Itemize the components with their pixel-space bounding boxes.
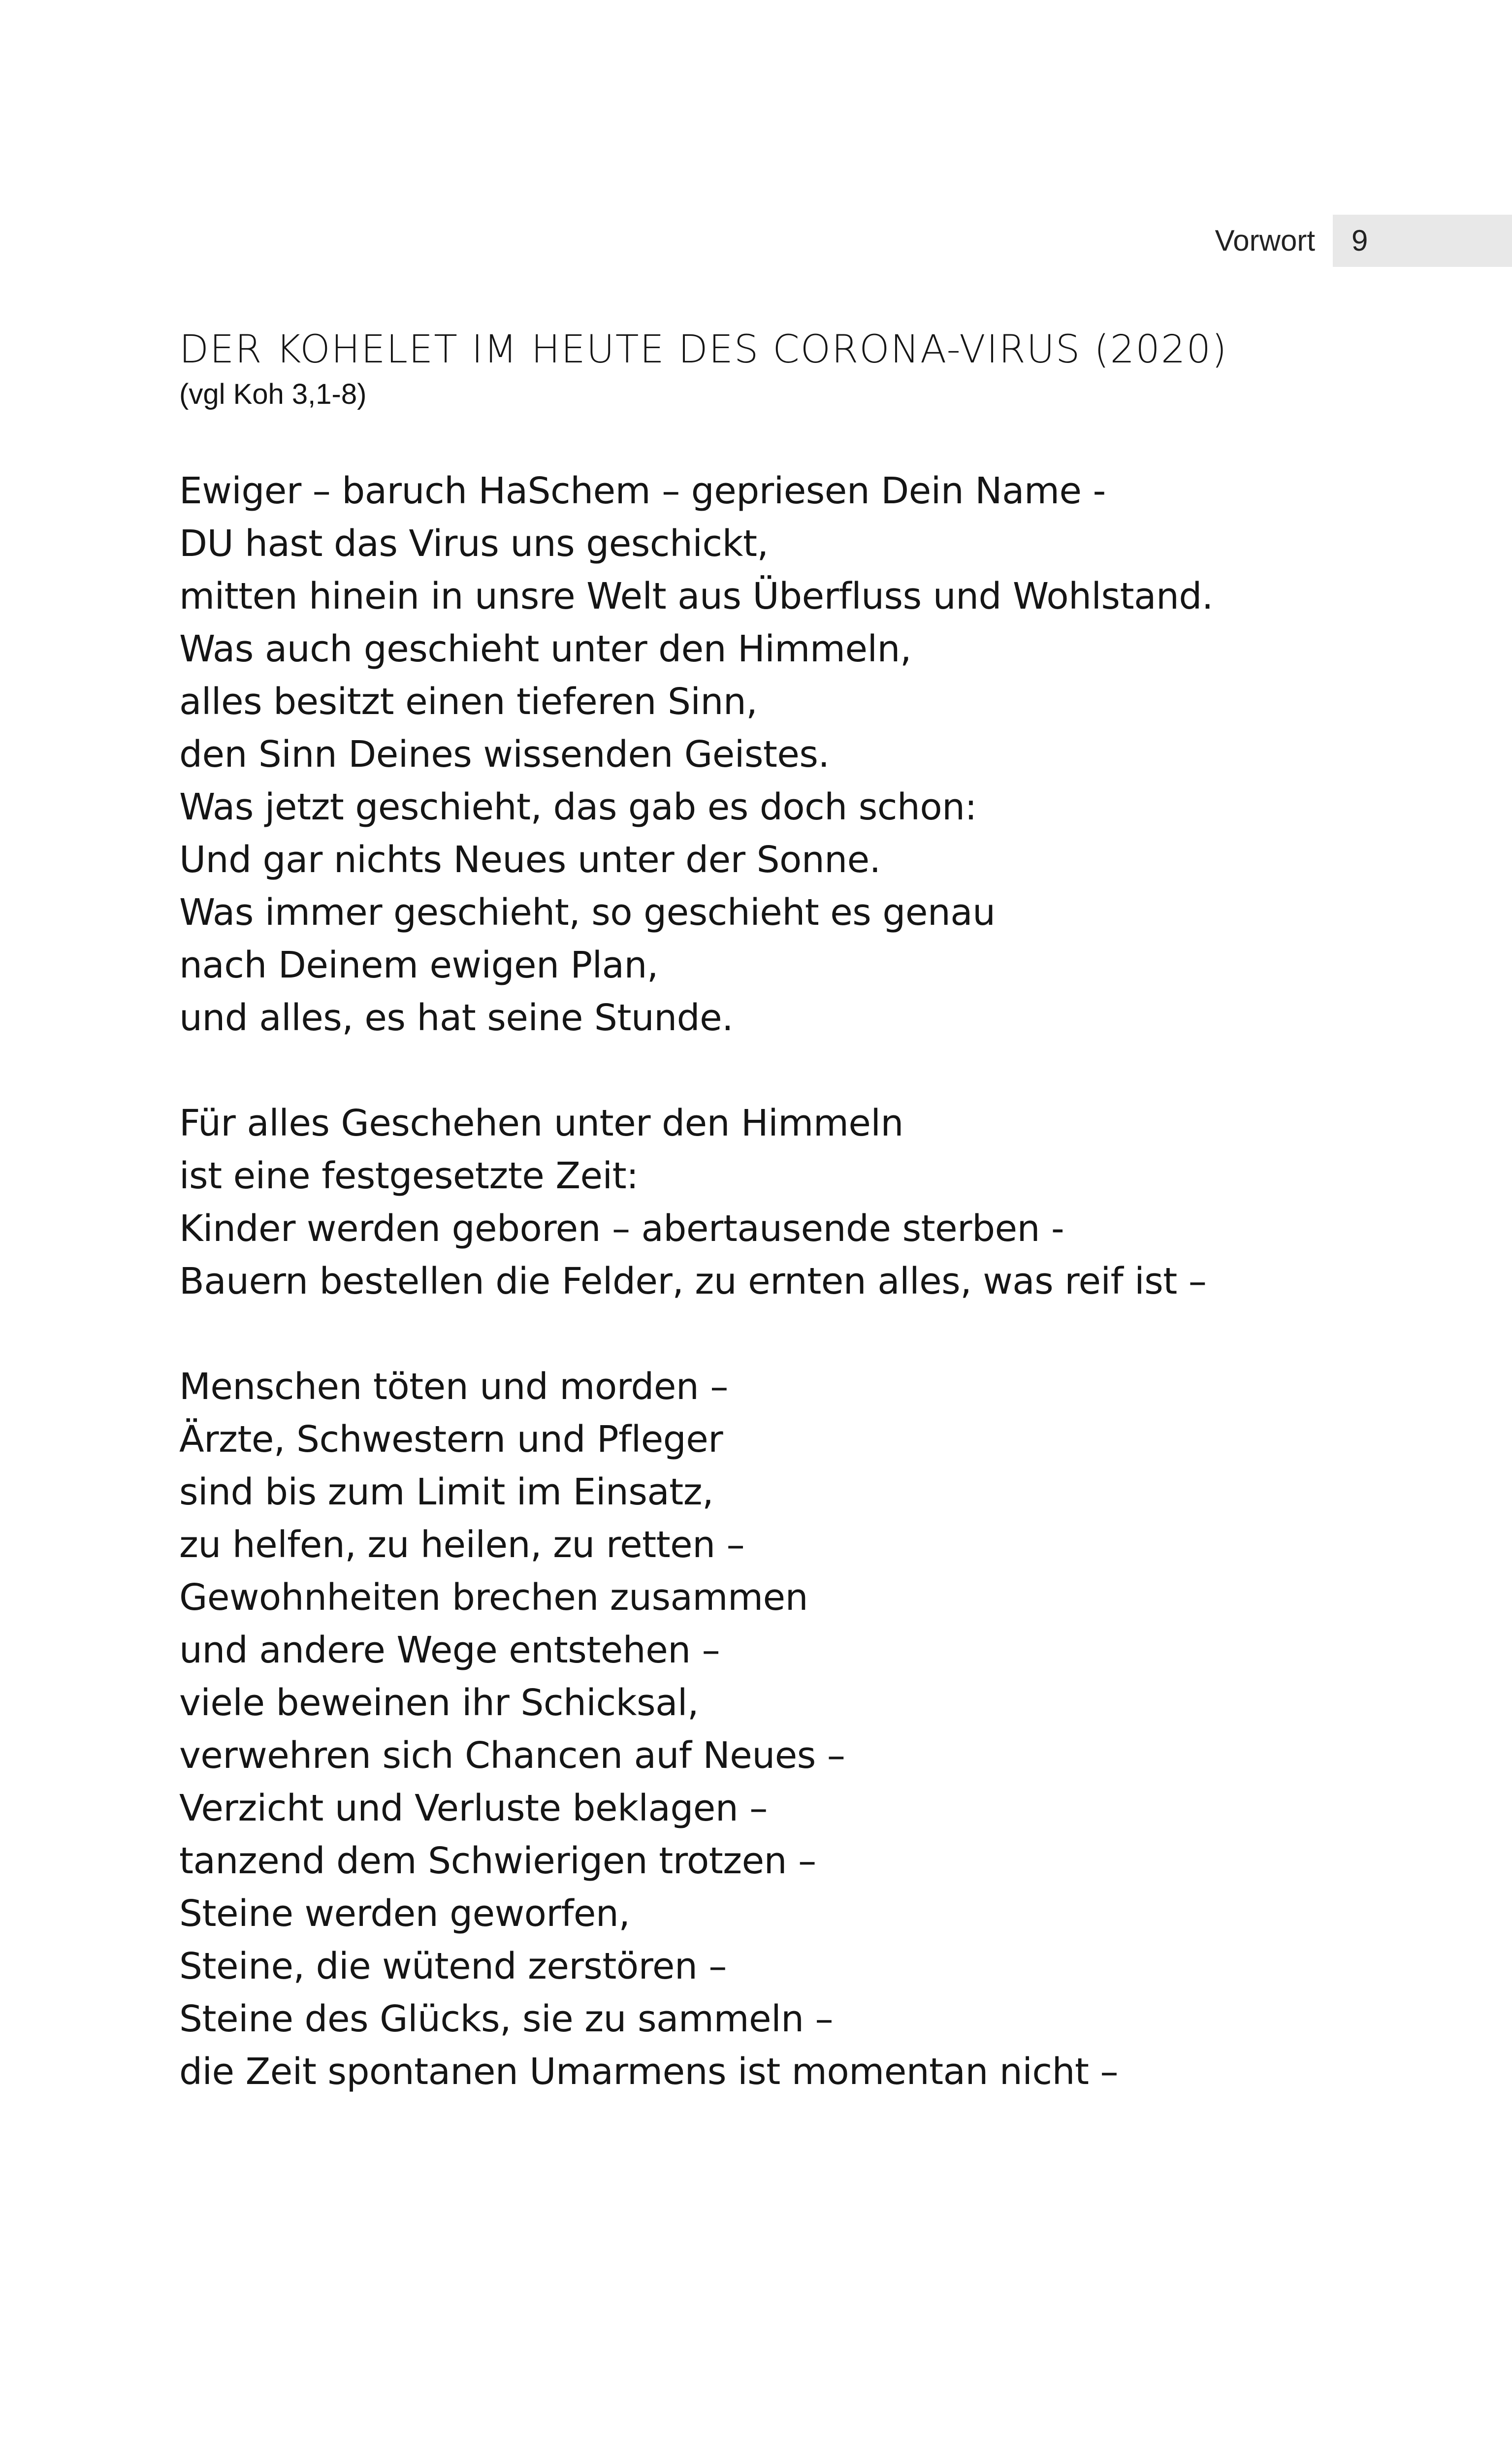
stanza-3 [179,1361,1361,2098]
poem-line: Kinder werden geboren – abertausende sterben - [179,1207,1064,1250]
poem-line: Steine, die wütend zerstören – [179,1945,727,1987]
poem-line: und andere Wege entstehen – [179,1629,720,1671]
poem-line: DU hast das Virus uns geschickt, [179,522,769,565]
poem-title: DER KOHELET IM HEUTE DES CORONA-VIRUS (2020) [179,327,1228,372]
poem-line: Was jetzt geschieht, das gab es doch schon: [179,786,977,828]
running-header [1215,215,1512,267]
poem-line: Menschen töten und morden – [179,1366,728,1408]
poem-line: Gewohnheiten brechen zusammen [179,1576,808,1619]
poem-line: Und gar nichts Neues unter der Sonne. [179,839,881,881]
poem-line: und alles, es hat seine Stunde. [179,997,734,1039]
poem-line: Verzicht und Verluste beklagen – [179,1787,768,1829]
poem-line: Was auch geschieht unter den Himmeln, [179,628,911,670]
poem-line: Für alles Geschehen unter den Himmeln [179,1102,903,1144]
poem-line: mitten hinein in unsre Welt aus Überfluss und Wohlstand. [179,575,1213,618]
stanza-1 [179,465,1361,1044]
poem-line: nach Deinem ewigen Plan, [179,944,658,986]
poem-line: Bauern bestellen die Felder, zu ernten alles, was reif ist – [179,1260,1207,1303]
poem [179,325,1361,2098]
poem-line: den Sinn Deines wissenden Geistes. [179,733,830,776]
poem-line: Ewiger – baruch HaSchem – gepriesen Dein Name - [179,470,1106,512]
poem-reference: (vgl Koh 3,1-8) [179,378,367,410]
poem-line: viele beweinen ihr Schicksal, [179,1682,699,1724]
poem-line: die Zeit spontanen Umarmens ist momentan nicht – [179,2051,1119,2093]
poem-line: Was immer geschieht, so geschieht es genau [179,891,996,934]
poem-line: zu helfen, zu heilen, zu retten – [179,1524,745,1566]
poem-line: tanzend dem Schwierigen trotzen – [179,1840,816,1882]
section-title: Vorwort [1215,224,1315,257]
page-number: 9 [1333,215,1512,267]
poem-line: ist eine festgesetzte Zeit: [179,1155,639,1197]
poem-line: Ärzte, Schwestern und Pfleger [179,1418,723,1461]
poem-line: Steine werden geworfen, [179,1892,630,1935]
poem-line: sind bis zum Limit im Einsatz, [179,1471,714,1513]
poem-line: Steine des Glücks, sie zu sammeln – [179,1998,834,2040]
poem-line: verwehren sich Chancen auf Neues – [179,1734,845,1777]
poem-line: alles besitzt einen tieferen Sinn, [179,681,758,723]
stanza-2 [179,1097,1361,1308]
